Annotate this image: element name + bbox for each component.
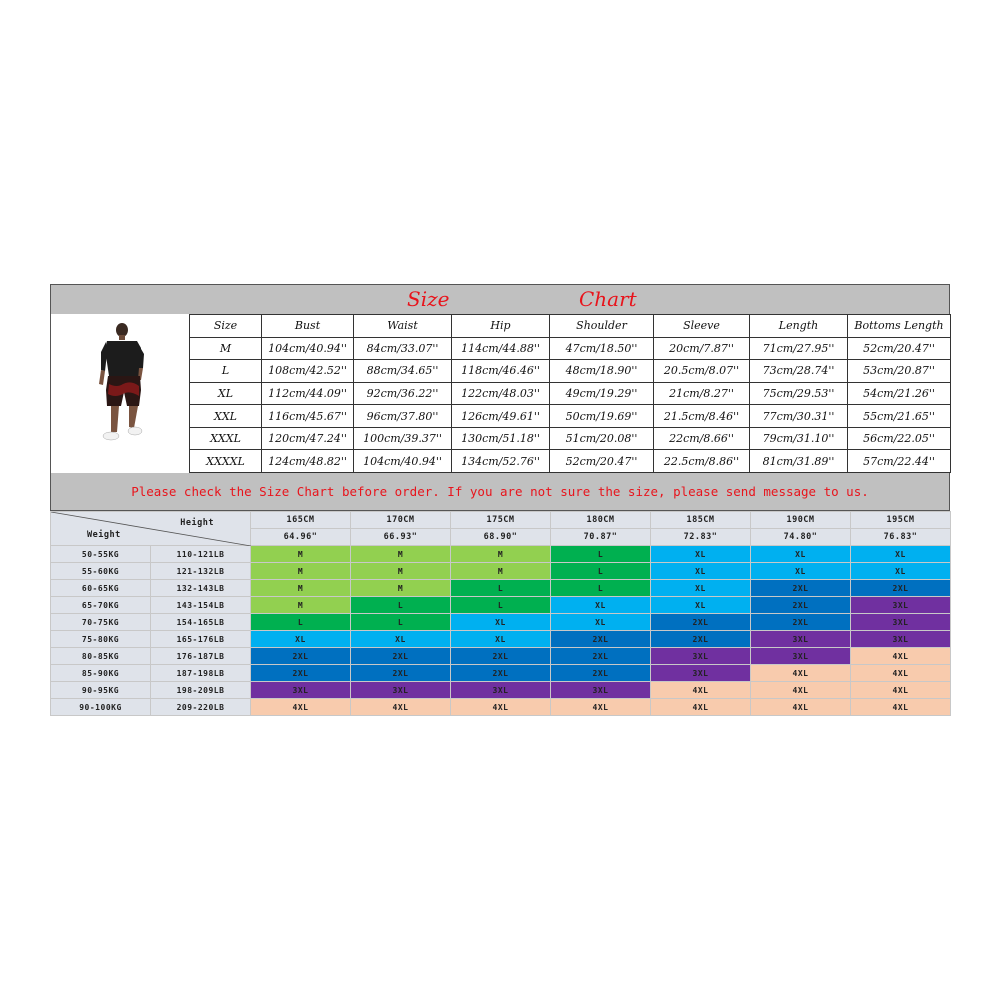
size-cell: 104cm/40.94'' — [354, 450, 452, 473]
recommended-size-cell: 4XL — [651, 682, 751, 699]
size-header-cell: Bottoms Length — [848, 315, 951, 338]
recommended-size-cell: 2XL — [451, 665, 551, 682]
recommended-size-cell: 4XL — [651, 699, 751, 716]
recommended-size-cell: M — [451, 563, 551, 580]
weight-row — [51, 597, 951, 614]
recommended-size-cell: XL — [551, 597, 651, 614]
size-cell: 84cm/33.07'' — [354, 337, 452, 360]
recommended-size-cell: 2XL — [751, 614, 851, 631]
size-cell: 120cm/47.24'' — [262, 427, 354, 450]
recommended-size-cell: M — [451, 546, 551, 563]
recommended-size-cell: M — [251, 546, 351, 563]
weight-height-table — [50, 511, 951, 716]
size-measurement-section — [50, 314, 950, 473]
weight-kg-cell: 75-80KG — [51, 631, 151, 648]
recommended-size-cell: 4XL — [851, 682, 951, 699]
recommended-size-cell: L — [551, 546, 651, 563]
recommended-size-cell: 4XL — [851, 648, 951, 665]
weight-lb-cell: 176-187LB — [151, 648, 251, 665]
size-cell: 116cm/45.67'' — [262, 405, 354, 428]
size-cell: 53cm/20.87'' — [848, 360, 951, 383]
size-cell: 118cm/46.46'' — [452, 360, 550, 383]
recommended-size-cell: 3XL — [551, 682, 651, 699]
recommended-size-cell: 3XL — [351, 682, 451, 699]
weight-row — [51, 563, 951, 580]
size-cell: 48cm/18.90'' — [550, 360, 654, 383]
size-header-cell: Size — [190, 315, 262, 338]
height-in-cell: 72.83" — [651, 529, 751, 546]
recommended-size-cell: 2XL — [651, 614, 751, 631]
height-cm-row — [51, 512, 951, 529]
size-cell: 92cm/36.22'' — [354, 382, 452, 405]
recommended-size-cell: 3XL — [851, 631, 951, 648]
height-in-cell: 76.83" — [851, 529, 951, 546]
recommended-size-cell: 3XL — [651, 665, 751, 682]
recommended-size-cell: M — [251, 563, 351, 580]
recommended-size-cell: 2XL — [451, 648, 551, 665]
size-cell: 108cm/42.52'' — [262, 360, 354, 383]
recommended-size-cell: L — [451, 580, 551, 597]
recommended-size-cell: 2XL — [551, 648, 651, 665]
height-in-cell: 66.93" — [351, 529, 451, 546]
size-cell: 20cm/7.87'' — [654, 337, 750, 360]
size-cell: XXXXL — [190, 450, 262, 473]
height-cm-cell: 180CM — [551, 512, 651, 529]
size-cell: 77cm/30.31'' — [750, 405, 848, 428]
size-cell: 57cm/22.44'' — [848, 450, 951, 473]
height-in-cell: 74.80" — [751, 529, 851, 546]
size-cell: 73cm/28.74'' — [750, 360, 848, 383]
recommended-size-cell: L — [251, 614, 351, 631]
recommended-size-cell: L — [351, 614, 451, 631]
weight-row — [51, 682, 951, 699]
size-row — [190, 450, 951, 473]
recommended-size-cell: 2XL — [251, 665, 351, 682]
recommended-size-cell: XL — [651, 580, 751, 597]
size-header-cell: Sleeve — [654, 315, 750, 338]
size-row — [190, 405, 951, 428]
weight-kg-cell: 55-60KG — [51, 563, 151, 580]
recommended-size-cell: 3XL — [651, 648, 751, 665]
weight-lb-cell: 143-154LB — [151, 597, 251, 614]
size-cell: 112cm/44.09'' — [262, 382, 354, 405]
recommended-size-cell: 2XL — [651, 631, 751, 648]
size-cell: 56cm/22.05'' — [848, 427, 951, 450]
height-in-cell: 64.96" — [251, 529, 351, 546]
height-cm-cell: 195CM — [851, 512, 951, 529]
size-cell: 52cm/20.47'' — [848, 337, 951, 360]
recommended-size-cell: 2XL — [251, 648, 351, 665]
size-cell: 52cm/20.47'' — [550, 450, 654, 473]
weight-lb-cell: 187-198LB — [151, 665, 251, 682]
weight-kg-cell: 50-55KG — [51, 546, 151, 563]
size-cell: 81cm/31.89'' — [750, 450, 848, 473]
recommended-size-cell: XL — [651, 563, 751, 580]
size-cell: XL — [190, 382, 262, 405]
recommended-size-cell: M — [351, 580, 451, 597]
recommended-size-cell: 3XL — [751, 631, 851, 648]
recommended-size-cell: L — [351, 597, 451, 614]
size-row — [190, 360, 951, 383]
weight-kg-cell: 90-100KG — [51, 699, 151, 716]
size-cell: 47cm/18.50'' — [550, 337, 654, 360]
notice-text: Please check the Size Chart before order. If you are not sure the size, please send message to us. — [131, 484, 869, 499]
weight-lb-cell: 154-165LB — [151, 614, 251, 631]
size-header-row — [190, 315, 951, 338]
size-cell: 79cm/31.10'' — [750, 427, 848, 450]
size-cell: 22.5cm/8.86'' — [654, 450, 750, 473]
recommended-size-cell: L — [551, 580, 651, 597]
recommended-size-cell: 4XL — [851, 699, 951, 716]
corner-cell — [51, 512, 251, 546]
title-size: Size — [407, 287, 450, 311]
recommended-size-cell: 2XL — [551, 665, 651, 682]
recommended-size-cell: XL — [651, 546, 751, 563]
model-figure-icon — [51, 314, 190, 473]
recommended-size-cell: 2XL — [751, 597, 851, 614]
size-cell: 75cm/29.53'' — [750, 382, 848, 405]
size-cell: 51cm/20.08'' — [550, 427, 654, 450]
size-cell: 134cm/52.76'' — [452, 450, 550, 473]
weight-row — [51, 580, 951, 597]
height-cm-cell: 170CM — [351, 512, 451, 529]
recommended-size-cell: XL — [251, 631, 351, 648]
recommended-size-cell: XL — [551, 614, 651, 631]
weight-kg-cell: 65-70KG — [51, 597, 151, 614]
size-cell: 126cm/49.61'' — [452, 405, 550, 428]
recommended-size-cell: 2XL — [751, 580, 851, 597]
weight-kg-cell: 70-75KG — [51, 614, 151, 631]
weight-kg-cell: 80-85KG — [51, 648, 151, 665]
title-chart: Chart — [579, 287, 637, 311]
size-cell: 20.5cm/8.07'' — [654, 360, 750, 383]
recommended-size-cell: L — [451, 597, 551, 614]
recommended-size-cell: XL — [351, 631, 451, 648]
height-cm-cell: 190CM — [751, 512, 851, 529]
diagonal-line-icon — [51, 512, 251, 546]
recommended-size-cell: M — [351, 563, 451, 580]
recommended-size-cell: XL — [851, 563, 951, 580]
recommended-size-cell: 4XL — [351, 699, 451, 716]
size-cell: 96cm/37.80'' — [354, 405, 452, 428]
size-cell: 122cm/48.03'' — [452, 382, 550, 405]
recommended-size-cell: M — [251, 597, 351, 614]
recommended-size-cell: 4XL — [751, 682, 851, 699]
weight-kg-cell: 85-90KG — [51, 665, 151, 682]
size-measurement-table — [189, 314, 951, 473]
corner-height-label: Height — [180, 518, 214, 528]
recommended-size-cell: 3XL — [751, 648, 851, 665]
size-chart — [50, 284, 950, 716]
weight-lb-cell: 132-143LB — [151, 580, 251, 597]
height-cm-cell: 175CM — [451, 512, 551, 529]
height-in-cell: 70.87" — [551, 529, 651, 546]
size-header-cell: Length — [750, 315, 848, 338]
weight-row — [51, 631, 951, 648]
size-header-cell: Waist — [354, 315, 452, 338]
weight-row — [51, 648, 951, 665]
recommended-size-cell: 4XL — [251, 699, 351, 716]
recommended-size-cell: M — [351, 546, 451, 563]
size-row — [190, 382, 951, 405]
size-cell: 54cm/21.26'' — [848, 382, 951, 405]
model-image — [50, 314, 190, 473]
weight-lb-cell: 165-176LB — [151, 631, 251, 648]
size-cell: 104cm/40.94'' — [262, 337, 354, 360]
size-row — [190, 427, 951, 450]
size-row — [190, 337, 951, 360]
weight-lb-cell: 198-209LB — [151, 682, 251, 699]
recommended-size-cell: 2XL — [851, 580, 951, 597]
recommended-size-cell: 2XL — [351, 665, 451, 682]
size-cell: 50cm/19.69'' — [550, 405, 654, 428]
weight-row — [51, 699, 951, 716]
recommended-size-cell: 4XL — [551, 699, 651, 716]
size-cell: 21cm/8.27'' — [654, 382, 750, 405]
recommended-size-cell: 2XL — [551, 631, 651, 648]
weight-row — [51, 614, 951, 631]
weight-lb-cell: 209-220LB — [151, 699, 251, 716]
recommended-size-cell: L — [551, 563, 651, 580]
weight-kg-cell: 90-95KG — [51, 682, 151, 699]
height-in-cell: 68.90" — [451, 529, 551, 546]
recommended-size-cell: 3XL — [251, 682, 351, 699]
corner-weight-label: Weight — [87, 530, 121, 540]
weight-row — [51, 546, 951, 563]
recommended-size-cell: XL — [451, 614, 551, 631]
size-cell: 124cm/48.82'' — [262, 450, 354, 473]
recommended-size-cell: 3XL — [451, 682, 551, 699]
size-cell: 49cm/19.29'' — [550, 382, 654, 405]
size-cell: 100cm/39.37'' — [354, 427, 452, 450]
size-header-cell: Hip — [452, 315, 550, 338]
recommended-size-cell: XL — [851, 546, 951, 563]
recommended-size-cell: XL — [751, 546, 851, 563]
title-bar — [50, 284, 950, 315]
height-cm-cell: 165CM — [251, 512, 351, 529]
recommended-size-cell: 4XL — [751, 699, 851, 716]
recommended-size-cell: 4XL — [451, 699, 551, 716]
recommended-size-cell: 4XL — [751, 665, 851, 682]
size-cell: M — [190, 337, 262, 360]
recommended-size-cell: 3XL — [851, 597, 951, 614]
weight-kg-cell: 60-65KG — [51, 580, 151, 597]
size-header-cell: Shoulder — [550, 315, 654, 338]
recommended-size-cell: 4XL — [851, 665, 951, 682]
size-header-cell: Bust — [262, 315, 354, 338]
weight-lb-cell: 110-121LB — [151, 546, 251, 563]
size-cell: 88cm/34.65'' — [354, 360, 452, 383]
notice-bar — [50, 473, 950, 511]
recommended-size-cell: 3XL — [851, 614, 951, 631]
size-cell: L — [190, 360, 262, 383]
size-cell: XXXL — [190, 427, 262, 450]
recommended-size-cell: M — [251, 580, 351, 597]
height-cm-cell: 185CM — [651, 512, 751, 529]
recommended-size-cell: XL — [451, 631, 551, 648]
recommended-size-cell: 2XL — [351, 648, 451, 665]
weight-row — [51, 665, 951, 682]
size-cell: XXL — [190, 405, 262, 428]
size-cell: 114cm/44.88'' — [452, 337, 550, 360]
size-cell: 21.5cm/8.46'' — [654, 405, 750, 428]
recommended-size-cell: XL — [751, 563, 851, 580]
size-cell: 55cm/21.65'' — [848, 405, 951, 428]
size-cell: 22cm/8.66'' — [654, 427, 750, 450]
size-cell: 130cm/51.18'' — [452, 427, 550, 450]
size-cell: 71cm/27.95'' — [750, 337, 848, 360]
weight-lb-cell: 121-132LB — [151, 563, 251, 580]
recommended-size-cell: XL — [651, 597, 751, 614]
